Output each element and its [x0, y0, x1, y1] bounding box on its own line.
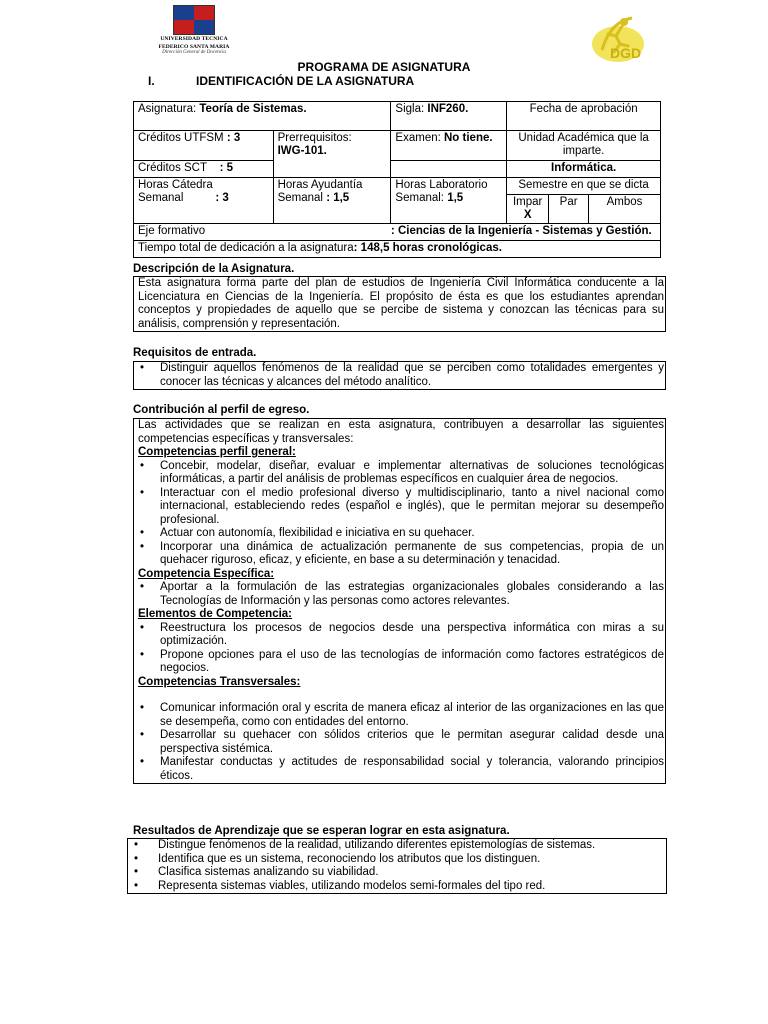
eje-formativo-value: : Ciencias de la Ingeniería - Sistemas y Gestión. — [391, 224, 661, 241]
contribucion-box — [133, 418, 666, 784]
list-item: • Identifica que es un sistema, reconociendo los atributos que los distinguen. — [132, 853, 662, 867]
horas-laboratorio-cell: Horas Laboratorio Semanal: 1,5 — [391, 178, 507, 224]
list-item: • Interactuar con el medio profesional diverso y multidisciplinario, tanto a nivel nacional como internacional, estableciendo redes (español e inglés), que le permitan mejorar su desempeño profesional. — [138, 487, 664, 528]
list-item: • Incorporar una dinámica de actualización permanente de sus competencias, propia de un quehacer riguroso, eficaz, y eficiente, en base a su determinación y tenacidad. — [138, 541, 664, 568]
list-item: • Desarrollar su quehacer con sólidos criterios que le permitan asegurar calidad desde una perspectiva sistémica. — [138, 729, 664, 756]
dgd-text: DGD — [610, 45, 642, 61]
competencias-transversales-title: Competencias Transversales: — [138, 675, 301, 688]
list-item: • Distinguir aquellos fenómenos de la realidad que se perciben como totalidades emergentes y conocer las técnicas y alcances del método analítico. — [138, 362, 664, 389]
creditos-sct-cell: Créditos SCT : 5 — [134, 161, 274, 178]
eje-formativo-label: Eje formativo — [134, 224, 391, 241]
competencias-general-title: Competencias perfil general: — [138, 446, 296, 458]
impar-cell: Impar X — [507, 195, 549, 224]
list-item: • Distingue fenómenos de la realidad, utilizando diferentes epistemologías de sistemas. — [132, 839, 662, 853]
identification-table — [133, 101, 661, 258]
creditos-utfsm-cell: Créditos UTFSM : 3 — [134, 131, 274, 161]
list-item: • Manifestar conductas y actitudes de responsabilidad social y tolerancia, valorando principios éticos. — [138, 756, 664, 783]
descripcion-box — [133, 276, 666, 332]
list-item: • Actuar con autonomía, flexibilidad e iniciativa en su quehacer. — [138, 527, 664, 541]
tiempo-total-cell: Tiempo total de dedicación a la asignatura: 148,5 horas cronológicas. — [134, 241, 661, 258]
list-item: • Aportar a la formulación de las estrategias organizacionales globales considerando a las Tecnologías de Información y las personas como actores relevantes. — [138, 581, 664, 608]
list-item: • Comunicar información oral y escrita de manera eficaz al interior de las organizaciones en las que se desempeña, como con entidades del entorno. — [138, 702, 664, 729]
section-number: I. — [148, 74, 155, 88]
contribucion-title: Contribución al perfil de egreso. — [133, 404, 310, 416]
resultados-box — [127, 838, 667, 894]
asignatura-cell: Asignatura: Teoría de Sistemas. — [134, 102, 391, 131]
horas-ayudantia-cell: Horas Ayudantía Semanal : 1,5 — [273, 178, 391, 224]
prerrequisitos-cell: Prerrequisitos: IWG-101. — [273, 131, 391, 178]
resultados-title: Resultados de Aprendizaje que se esperan lograr en esta asignatura. — [133, 825, 510, 837]
examen-cell: Examen: No tiene. — [391, 131, 507, 161]
runner-logo-icon — [588, 12, 646, 64]
university-logo — [158, 5, 230, 56]
elementos-competencia-title: Elementos de Competencia: — [138, 608, 293, 620]
university-name-line1: UNIVERSIDAD TECNICA — [160, 36, 228, 42]
university-name-line3: Dirección General de Docencia — [162, 50, 226, 55]
descripcion-title: Descripción de la Asignatura. — [133, 263, 295, 275]
list-item: • Concebir, modelar, diseñar, evaluar e implementar alternativas de soluciones tecnológicas informáticas, a partir del análisis de problemas específicos en cualquier área de negocios. — [138, 460, 664, 487]
list-item: • Reestructura los procesos de negocios desde una perspectiva informática con miras a su optimización. — [138, 622, 664, 649]
sigla-cell: Sigla: INF260. — [391, 102, 507, 131]
section-heading — [148, 74, 414, 88]
dgd-logo — [588, 12, 646, 64]
requisitos-title: Requisitos de entrada. — [133, 347, 257, 359]
fecha-aprobacion-cell: Fecha de aprobación — [507, 102, 661, 131]
contribucion-intro: Las actividades que se realizan en esta asignatura, contribuyen a desarrollar las siguientes competencias específicas y transversales: — [138, 419, 664, 445]
ambos-cell: Ambos — [589, 195, 661, 224]
semestre-cell: Semestre en que se dicta — [507, 178, 661, 195]
horas-catedra-cell: Horas Cátedra Semanal : 3 — [134, 178, 274, 224]
unidad-academica-cell: Unidad Académica que la imparte. — [507, 131, 661, 161]
unidad-value-cell: Informática. — [507, 161, 661, 178]
page-title: PROGRAMA DE ASIGNATURA — [297, 60, 471, 74]
section-title: IDENTIFICACIÓN DE LA ASIGNATURA — [196, 74, 415, 88]
competencia-especifica-title: Competencia Específica: — [138, 567, 275, 580]
list-item: • Representa sistemas viables, utilizando modelos semi-formales del tipo red. — [132, 880, 662, 894]
university-name-line2: FEDERICO SANTA MARIA — [158, 43, 230, 50]
descripcion-text: Esta asignatura forma parte del plan de estudios de Ingeniería Civil Informática conducente a la Licenciatura en Ciencias de la Ingeniería. El propósito de ésta es que los estudiantes aprendan conceptos y propiedades de aquello que se percibe de sistema y conozcan las técnicas para su análisis, comprensión y representación. — [138, 277, 664, 330]
list-item: • Clasifica sistemas analizando su viabilidad. — [132, 866, 662, 880]
requisitos-box — [133, 361, 666, 390]
par-cell: Par — [549, 195, 589, 224]
list-item: • Propone opciones para el uso de las tecnologías de información como factores estratégicos de negocios. — [138, 649, 664, 676]
crest-icon — [158, 5, 230, 35]
